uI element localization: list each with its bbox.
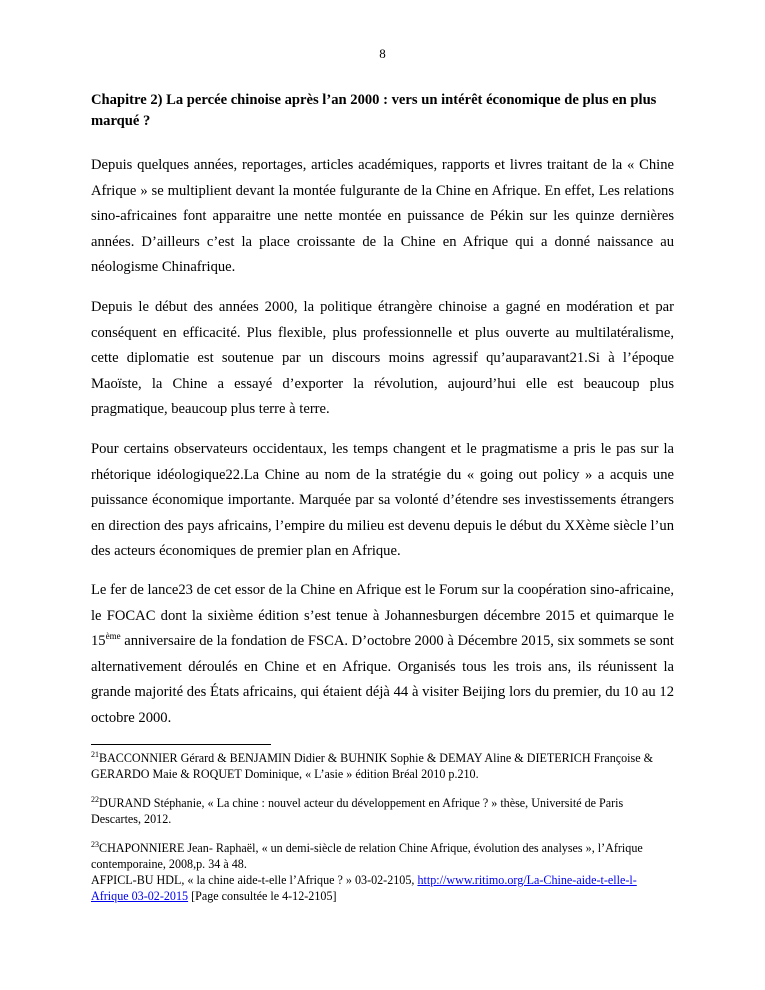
footnote-source-text: AFPICL-BU HDL, « la chine aide-t-elle l’Afrique ? » 03-02-2105, bbox=[91, 873, 418, 887]
footnote-link[interactable]: http://www.ritimo.org/La-Chine-aide-t-elle-l-Afrique 03-02-2015 bbox=[91, 873, 637, 903]
page-number: 8 bbox=[379, 46, 386, 61]
chapter-title: Chapitre 2) La percée chinoise après l’an 2000 : vers un intérêt économique de plus en plus marqué ? bbox=[91, 92, 657, 129]
footnote-number: 21 bbox=[91, 750, 99, 759]
footnote-text: BACCONNIER Gérard & BENJAMIN Didier & BUHNIK Sophie & DEMAY Aline & DIETERICH Françoise & GERARDO Maie & ROQUET Dominique, « L’asie » édition Bréal 2010 p.210. bbox=[91, 751, 654, 781]
footnote-22 bbox=[91, 795, 674, 827]
footnote-separator bbox=[91, 744, 271, 745]
paragraph-4 bbox=[91, 578, 674, 732]
footnote-number: 23 bbox=[91, 840, 99, 849]
footnote-text: CHAPONNIERE Jean- Raphaël, « un demi-siècle de relation Chine Afrique, évolution des analyses », l’Afrique contemporaine, 2008,p. 34 à 48. bbox=[91, 841, 643, 871]
paragraph-4-text-start: Le fer de lance23 de cet essor de la Chine en Afrique est le Forum sur la coopération sino-africaine, le FOCAC dont la sixième édition s’est tenue à Johannesburgen décembre 2015 et quimarque le 15 bbox=[91, 582, 674, 650]
paragraph-4-text-end: anniversaire de la fondation de FSCA. D’octobre 2000 à Décembre 2015, six sommets se sont alternativement déroulés en Chine et en Afrique. Organisés tous les trois ans, ils réunissent la grande majorité des États africains, qui étaient déjà 44 à visiter Beijing lors du premier, du 10 au 12 octobre 2000. bbox=[91, 633, 674, 726]
paragraph-3: Pour certains observateurs occidentaux, les temps changent et le pragmatisme a pris le pas sur la rhétorique idéologique22.La Chine au nom de la stratégie du « going out policy » a acquis une puissance économique importante. Marquée par sa volonté d’étendre ses investissements étrangers en direction des pays africains, l’empire du milieu est devenu depuis le début du XXème siècle l’un des acteurs économiques de premier plan en Afrique. bbox=[91, 441, 674, 560]
footnote-23 bbox=[91, 840, 674, 904]
footnote-number: 22 bbox=[91, 795, 99, 804]
footnote-21 bbox=[91, 750, 674, 782]
paragraph-1: Depuis quelques années, reportages, articles académiques, rapports et livres traitant de la « Chine Afrique » se multiplient devant la montée fulgurante de la Chine en Afrique. En effet, Les relations sino-africaines font apparaitre une nette montée en puissance de Pékin sur les quinze dernières années. D’ailleurs c’est la place croissante de la Chine en Afrique qui a donné naissance au néologisme Chinafrique. bbox=[91, 157, 674, 276]
superscript-eme: ème bbox=[105, 631, 121, 642]
paragraph-2: Depuis le début des années 2000, la politique étrangère chinoise a gagné en modération et par conséquent en efficacité. Plus flexible, plus professionnelle et plus ouverte au multilatéralisme, cette diplomatie est soutenue par un discours moins agressif qu’auparavant21.Si à l’époque Maoïste, la Chine a essayé d’exporter la révolution, aujourd’hui elle est beaucoup plus pragmatique, beaucoup plus terre à terre. bbox=[91, 299, 674, 418]
footnote-consulted-text: [Page consultée le 4-12-2105] bbox=[188, 889, 337, 903]
footnote-text: DURAND Stéphanie, « La chine : nouvel acteur du développement en Afrique ? » thèse, Université de Paris Descartes, 2012. bbox=[91, 796, 624, 826]
